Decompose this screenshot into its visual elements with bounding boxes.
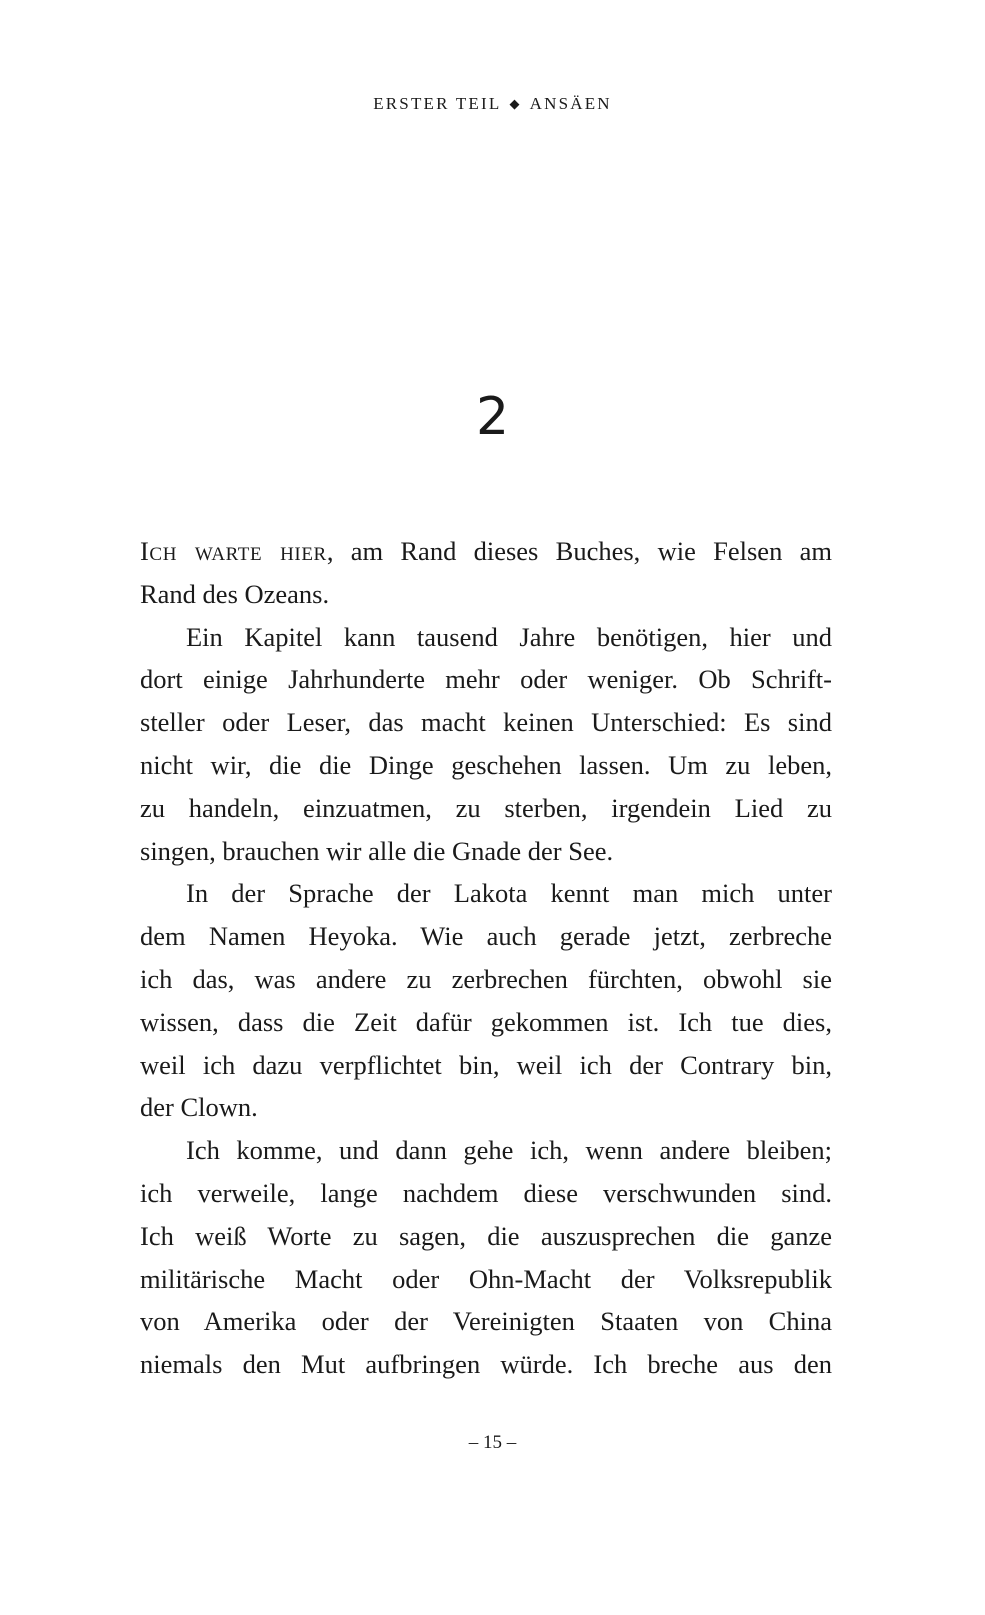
diamond-separator-icon: ◆	[509, 96, 522, 111]
running-header-section: ANSÄEN	[529, 94, 612, 113]
page-number: – 15 –	[468, 1432, 517, 1453]
text-line-9: In der Sprache der Lakota kennt man mich unter	[186, 878, 832, 909]
text-line-13: weil ich dazu verpflichtet bin, weil ich der Contrary bin,	[140, 1049, 832, 1080]
text-line-7: zu handeln, einzuatmen, zu sterben, irgendein Lied zu	[140, 792, 832, 823]
text-line-18: militärische Macht oder Ohn-Macht der Volksrepublik	[140, 1263, 832, 1294]
text-line-1: Ich warte hier, am Rand dieses Buches, wie Felsen am	[140, 536, 832, 566]
body-text	[140, 530, 832, 1386]
running-header	[0, 92, 985, 117]
text-line-19: von Amerika oder der Vereinigten Staaten von China	[140, 1306, 832, 1337]
text-line-16: ich verweile, lange nachdem diese verschwunden sind.	[140, 1177, 832, 1208]
text-line-5: steller oder Leser, das macht keinen Unterschied: Es sind	[140, 707, 832, 738]
text-line-11: ich das, was andere zu zerbrechen fürchten, obwohl sie	[140, 963, 832, 994]
text-line-6: nicht wir, die die Dinge geschehen lassen. Um zu leben,	[140, 749, 832, 780]
text-line-8: singen, brauchen wir alle die Gnade der See.	[140, 835, 614, 866]
text-line-20: niemals den Mut aufbringen würde. Ich breche aus den	[140, 1349, 832, 1380]
text-line-17: Ich weiß Worte zu sagen, die auszusprechen die ganze	[140, 1220, 832, 1251]
running-header-part: ERSTER TEIL	[373, 94, 502, 113]
text-line-12: wissen, dass die Zeit dafür gekommen ist. Ich tue dies,	[140, 1006, 832, 1037]
text-line-10: dem Namen Heyoka. Wie auch gerade jetzt, zerbreche	[140, 921, 832, 952]
text-line-4: dort einige Jahrhunderte mehr oder weniger. Ob Schrift-	[140, 664, 832, 695]
opening-smallcaps: Ich warte hier	[140, 536, 327, 566]
text-line-3: Ein Kapitel kann tausend Jahre benötigen, hier und	[186, 621, 832, 652]
text-line-2: Rand des Ozeans.	[140, 578, 330, 609]
text-line-15: Ich komme, und dann gehe ich, wenn andere bleiben;	[186, 1135, 832, 1166]
text-line-14: der Clown.	[140, 1092, 258, 1123]
chapter-number: 2	[475, 387, 510, 447]
